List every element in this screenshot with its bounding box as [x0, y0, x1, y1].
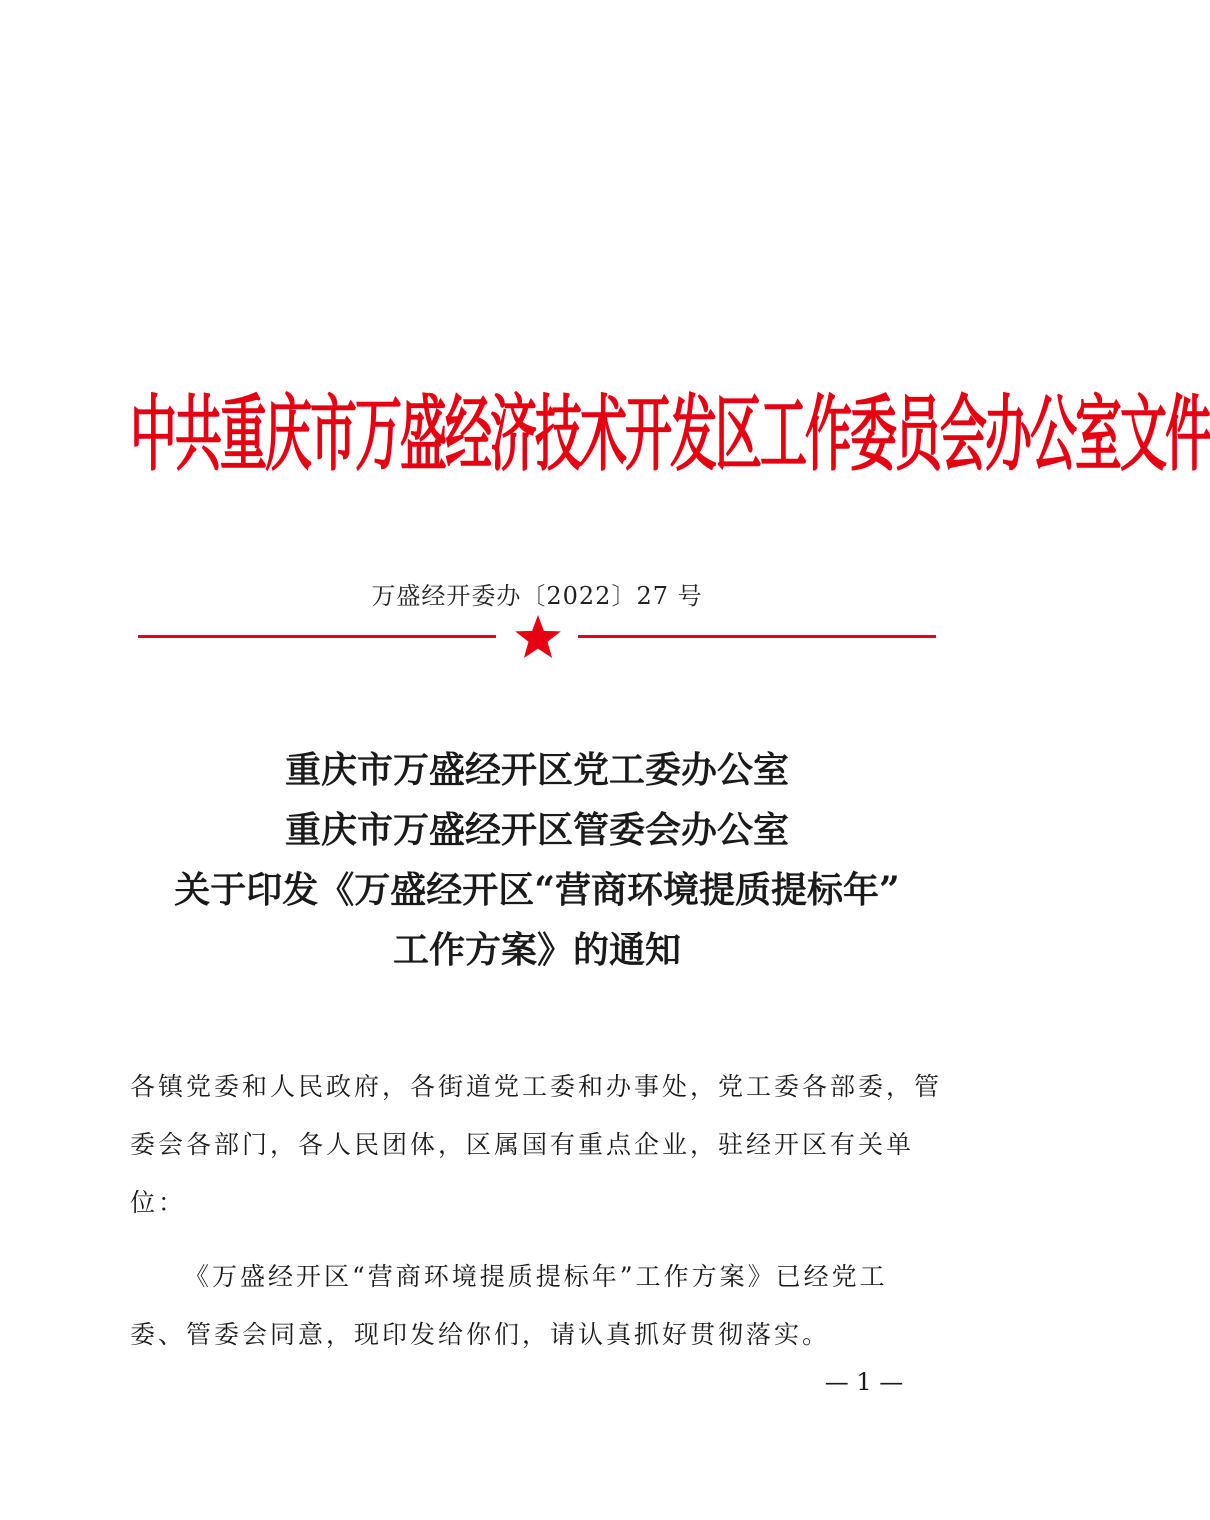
title-line: 关于印发《万盛经开区“营商环境提质提标年” [174, 869, 900, 911]
red-rule-left [138, 635, 496, 638]
title-line: 重庆市万盛经开区党工委办公室 [284, 749, 789, 791]
title-line: 重庆市万盛经开区管委会办公室 [284, 809, 789, 851]
addressee-text: 各镇党委和人民政府，各街道党工委和办事处，党工委各部委，管委会各部门，各人民团体，区属国有重点企业，驻经开区有关单位： [130, 1072, 943, 1217]
page-number: — 1 — [824, 1368, 904, 1396]
document-number: 万盛经开委办〔2022〕27 号 [371, 582, 703, 610]
issuer-red-header: 中共重庆市万盛经济技术开发区工作委员会办公室文件 [130, 387, 1210, 484]
red-rule-right [578, 635, 936, 638]
star-icon [514, 612, 562, 660]
title-line: 工作方案》的通知 [392, 929, 681, 971]
body-paragraph: 《万盛经开区“营商环境提质提标年”工作方案》已经党工委、管委会同意，现印发给你们，请认真抓好贯彻落实。 [130, 1262, 888, 1349]
document-title [0, 740, 1074, 980]
